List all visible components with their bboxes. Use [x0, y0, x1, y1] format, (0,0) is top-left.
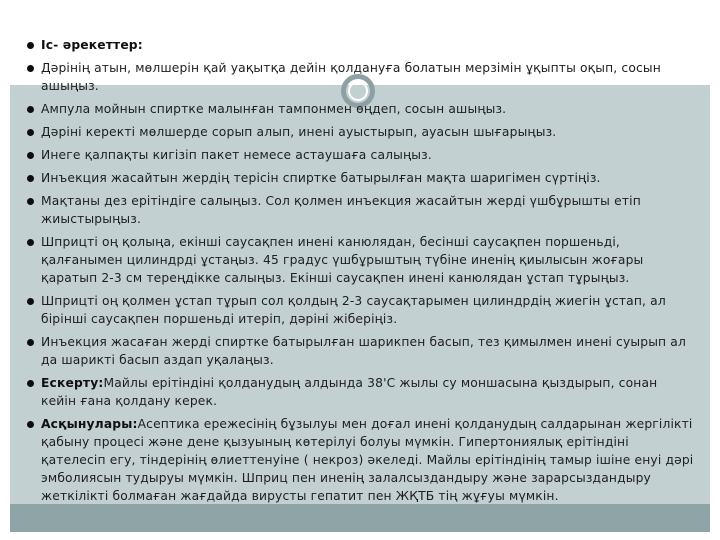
- bullet-icon: [27, 239, 34, 246]
- bullet-icon: [27, 129, 34, 136]
- bullet-icon: [27, 175, 34, 182]
- list-item: [24, 59, 694, 95]
- list-item-text: Дәрінің атын, мөлшерін қай уақытқа дейін қолдануға болатын мерзімін ұқыпты оқып, сосын ашыңыз.: [41, 61, 661, 93]
- bullet-icon: [27, 106, 34, 113]
- list-item: [24, 146, 694, 164]
- bullet-icon: [27, 421, 34, 428]
- list-item-text: Мақтаны дез ерітіндіге салыңыз. Сол қолмен инъекция жасайтын жерді үшбұрышты етіп жиыстырыңыз.: [41, 194, 641, 226]
- note-label: Ескерту:: [41, 376, 104, 390]
- list-item-text: Шприцті оң қолыңа, екінші саусақпен инені канюлядан, бесінші саусақпен поршеньді, қалғанымен цилиндрді ұстаңыз. 45 градус үшбұрыштың түбіне иненің қиылысын жоғары қаратып 2-3 см тереңдікке салыңыз. Екінші саусақпен инені канюлядан ұстап тұрыңыз.: [41, 235, 644, 285]
- list-item: [24, 292, 694, 328]
- list-item-text: Инъекция жасаған жерді спиртке батырылған шарикпен басып, тез қимылмен инені суырып ал да шарикті басып аздап уқалаңыз.: [41, 335, 687, 367]
- list-item-note: [24, 374, 694, 410]
- list-item: [24, 100, 694, 118]
- section-heading: Іс- әрекеттер:: [41, 38, 143, 52]
- list-item: [24, 333, 694, 369]
- complications-text: Асептика ережесінің бұзылуы мен доғал инені қолданудың салдарынан жергілікті қабыну процесі және дене қызуының көтерілуі болуы мүмкін. Гипертониялық ерітіндіні қателесіп егу, тіндерінің өлиеттенуіне ( некроз) әкеледі. Майлы ерітіндінің тамыр ішіне енуі дәрі эмболиясын тудыруы мүмкін. Шприц пен иненің залалсыздандыру және зарарсыздандыру жеткілікті болмаған жағдайда вирусты гепатит пен ЖҚТБ тің жұғуы мүмкін.: [41, 417, 694, 503]
- list-item: [24, 169, 694, 187]
- bullet-icon: [27, 339, 34, 346]
- list-item-complications: [24, 415, 694, 505]
- bullet-list: [24, 36, 694, 510]
- bullet-icon: [27, 198, 34, 205]
- note-text: Майлы ерітіндіні қолданудың алдында 38'С жылы су моншасына қыздырып, сонан кейін ғана қолдану керек.: [41, 376, 658, 408]
- list-item-text: Ампула мойнын спиртке малынған тампонмен өңдеп, сосын ашыңыз.: [41, 102, 507, 116]
- list-item-text: Дәріні керекті мөлшерде сорып алып, инені ауыстырып, ауасын шығарыңыз.: [41, 125, 557, 139]
- bullet-icon: [27, 65, 34, 72]
- list-item-text: Инъекция жасайтын жердің терісін спиртке батырылған мақта шаригімен сүртіңіз.: [41, 171, 601, 185]
- list-item-text: Инеге қалпақты кигізіп пакет немесе астаушаға салыңыз.: [41, 148, 432, 162]
- list-item-text: Шприцті оң қолмен ұстап тұрып сол қолдың 2-3 саусақтарымен цилиндрдің жиегін ұстап, ал бірінші саусақпен поршеньді итеріп, дәріні жіберіңіз.: [41, 294, 666, 326]
- bullet-icon: [27, 152, 34, 159]
- bullet-icon: [27, 298, 34, 305]
- list-item: [24, 123, 694, 141]
- list-item: [24, 233, 694, 287]
- complications-label: Асқынулары:: [41, 417, 138, 431]
- list-item-heading: [24, 36, 694, 54]
- bullet-icon: [27, 42, 34, 49]
- bullet-icon: [27, 380, 34, 387]
- list-item: [24, 192, 694, 228]
